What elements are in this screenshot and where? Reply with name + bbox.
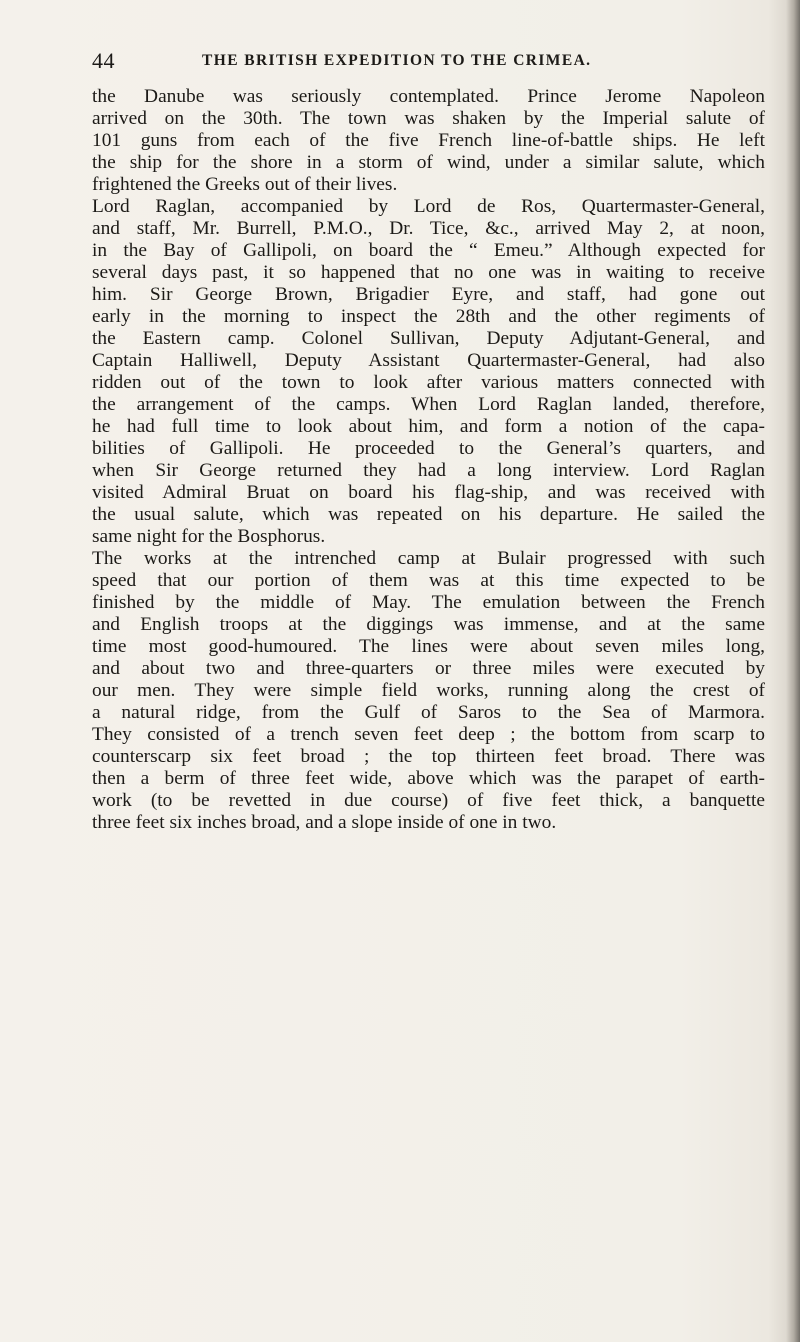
text-line: finished by the middle of May. The emulation between the French: [92, 592, 765, 613]
page-edge-shadow: [786, 0, 800, 1342]
text-line: him. Sir George Brown, Brigadier Eyre, and staff, had gone out: [92, 284, 765, 305]
text-line: 101 guns from each of the five French line-of-battle ships. He left: [92, 130, 765, 151]
text-line: and English troops at the diggings was immense, and at the same: [92, 614, 765, 635]
text-line: in the Bay of Gallipoli, on board the “ Emeu.” Although expected for: [92, 240, 765, 261]
text-line: same night for the Bosphorus.: [92, 526, 326, 547]
text-line: Captain Halliwell, Deputy Assistant Quartermaster-General, had also: [92, 350, 765, 371]
text-line: and about two and three-quarters or three miles were executed by: [92, 658, 765, 679]
text-line: They consisted of a trench seven feet deep ; the bottom from scarp to: [92, 724, 765, 745]
page-number: 44: [92, 48, 115, 73]
page-header: [92, 48, 752, 78]
text-line: arrived on the 30th. The town was shaken by the Imperial salute of: [92, 108, 765, 129]
body-text: [92, 86, 765, 834]
text-line: the Danube was seriously contemplated. Prince Jerome Napoleon: [92, 86, 765, 107]
text-line: time most good-humoured. The lines were about seven miles long,: [92, 636, 765, 657]
text-line: our men. They were simple field works, running along the crest of: [92, 680, 765, 701]
text-line: ridden out of the town to look after various matters connected with: [92, 372, 765, 393]
running-head: THE BRITISH EXPEDITION TO THE CRIMEA.: [202, 52, 592, 69]
text-line: early in the morning to inspect the 28th and the other regiments of: [92, 306, 765, 327]
text-line: work (to be revetted in due course) of five feet thick, a banquette: [92, 790, 765, 811]
text-line: the arrangement of the camps. When Lord Raglan landed, therefore,: [92, 394, 765, 415]
text-line: The works at the intrenched camp at Bulair progressed with such: [92, 548, 765, 569]
text-line: when Sir George returned they had a long interview. Lord Raglan: [92, 460, 765, 481]
text-line: the usual salute, which was repeated on his departure. He sailed the: [92, 504, 765, 525]
text-line: Lord Raglan, accompanied by Lord de Ros, Quartermaster-General,: [92, 196, 765, 217]
text-line: three feet six inches broad, and a slope inside of one in two.: [92, 812, 557, 833]
text-line: he had full time to look about him, and form a notion of the capa-: [92, 416, 765, 437]
text-line: speed that our portion of them was at this time expected to be: [92, 570, 765, 591]
text-line: counterscarp six feet broad ; the top thirteen feet broad. There was: [92, 746, 765, 767]
text-line: visited Admiral Bruat on board his flag-ship, and was received with: [92, 482, 765, 503]
text-line: and staff, Mr. Burrell, P.M.O., Dr. Tice, &c., arrived May 2, at noon,: [92, 218, 765, 239]
text-line: bilities of Gallipoli. He proceeded to the General’s quarters, and: [92, 438, 765, 459]
text-line: a natural ridge, from the Gulf of Saros to the Sea of Marmora.: [92, 702, 765, 723]
text-line: several days past, it so happened that no one was in waiting to receive: [92, 262, 765, 283]
text-line: frightened the Greeks out of their lives.: [92, 174, 398, 195]
text-line: the Eastern camp. Colonel Sullivan, Deputy Adjutant-General, and: [92, 328, 765, 349]
text-line: then a berm of three feet wide, above which was the parapet of earth-: [92, 768, 765, 789]
text-line: the ship for the shore in a storm of wind, under a similar salute, which: [92, 152, 765, 173]
